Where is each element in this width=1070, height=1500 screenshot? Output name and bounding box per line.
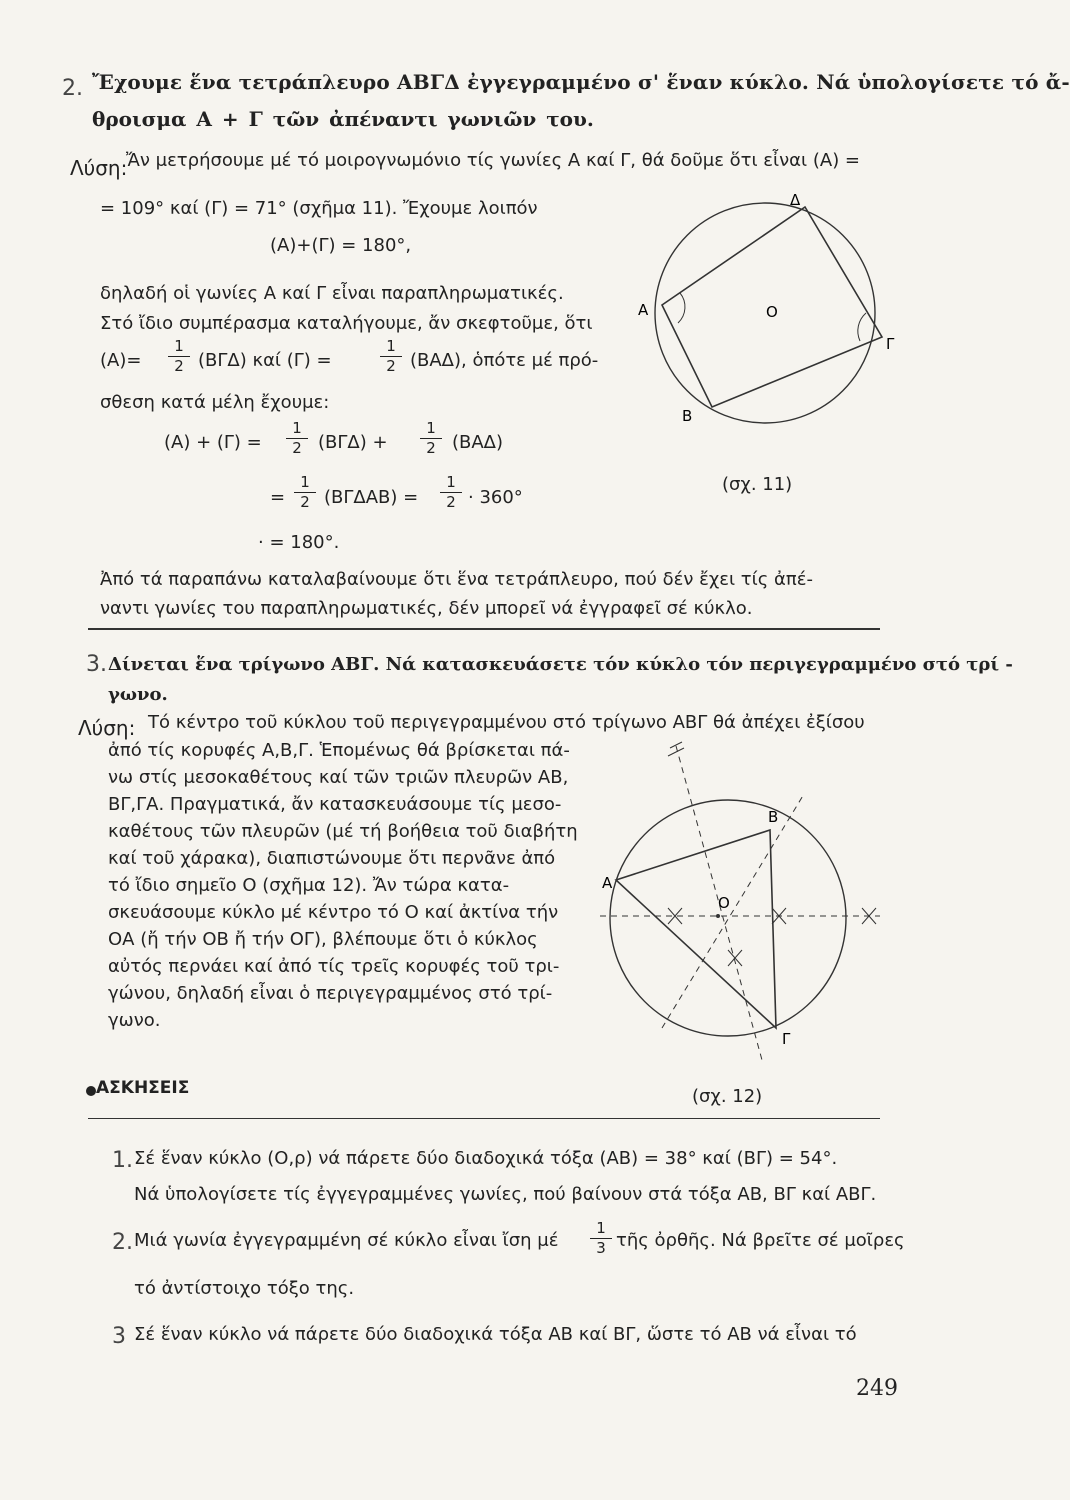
problem-3-solution-line-1: Τό κέντρο τοῦ κύκλου τοῦ περιγεγραμμένου στό τρίγωνο ΑΒΓ θά ἀπέχει ἐξίσου — [148, 712, 865, 733]
fraction-numerator: 1 — [446, 473, 456, 491]
figure-12-circumscribed-circle — [590, 738, 890, 1068]
label-g: Γ — [782, 1030, 791, 1048]
page-number: 249 — [856, 1376, 898, 1401]
problem-2-conclusion-line-1: Ἀπό τά παραπάνω καταλαβαίνουμε ὅτι ἕνα τετράπλευρο, πού δέν ἔχει τίς ἀπέ- — [100, 569, 813, 590]
problem-3-solution-line-2: ἀπό τίς κορυφές Α,Β,Γ. Ἑπομένως θά βρίσκεται πά- — [108, 740, 570, 761]
figure-11-inscribed-quadrilateral — [630, 185, 900, 445]
fraction-numerator: 1 — [596, 1219, 606, 1237]
exercises-divider — [88, 1118, 880, 1119]
fraction-denominator: 2 — [174, 357, 184, 375]
angle-a-arc — [678, 293, 685, 323]
problem-2-conclusion-line-2: ναντι γωνίες του παραπληρωματικές, δέν μπορεῖ νά ἐγγραφεῖ σέ κύκλο. — [100, 598, 753, 619]
problem-3-solution-line-8: σκευάσουμε κύκλο μέ κέντρο τό Ο καί ἀκτίνα τήν — [108, 902, 559, 923]
problem-3-solution-line-7: τό ἴδιο σημεῖο Ο (σχῆμα 12). Ἄν τώρα κατα- — [108, 875, 510, 896]
problem-2-solution-line-4: Στό ἴδιο συμπέρασμα καταλήγουμε, ἄν σκεφτοῦμε, ὅτι — [100, 313, 593, 334]
problem-3-solution-line-3: νω στίς μεσοκαθέτους καί τῶν τριῶν πλευρῶν ΑΒ, — [108, 767, 569, 788]
problem-3-solution-line-6: καί τοῦ χάρακα), διαπιστώνουμε ὅτι περνᾶνε ἀπό — [108, 848, 556, 869]
label-g: Γ — [886, 335, 895, 353]
problem-2-solution-label: Λύση: — [70, 156, 128, 180]
problem-3-solution-line-5: καθέτους τῶν πλευρῶν (μέ τή βοήθεια τοῦ διαβήτη — [108, 821, 578, 842]
label-o: Ο — [718, 894, 730, 912]
circumcircle — [655, 203, 875, 423]
label-a: Α — [638, 301, 649, 319]
problem-2-eq5: · = 180°. — [258, 532, 340, 553]
exercise-1-number: 1. — [112, 1148, 133, 1173]
problem-3-solution-label: Λύση: — [78, 716, 136, 740]
problem-2-eq2-fraction-2 — [380, 338, 402, 375]
fraction-denominator: 2 — [426, 439, 436, 457]
problem-3-statement-line-1: Δίνεται ἕνα τρίγωνο ΑΒΓ. Νά κατασκευάσετε τόν κύκλο τόν περιγεγραμμένο στό τρί - — [108, 654, 1013, 675]
problem-2-eq3-fraction-1 — [286, 420, 308, 457]
problem-2-eq3-fraction-2 — [420, 420, 442, 457]
fraction-numerator: 1 — [300, 473, 310, 491]
bullet-icon — [86, 1086, 96, 1096]
problem-2-eq4-fraction-2 — [440, 474, 462, 511]
fraction-denominator: 2 — [446, 493, 456, 511]
problem-2-eq4-part-a: = — [270, 487, 286, 508]
problem-3-number: 3. — [86, 652, 107, 677]
exercise-2-line-1-b: τῆς ὀρθῆς. Νά βρεῖτε σέ μοῖρες — [616, 1230, 905, 1251]
label-o: Ο — [766, 303, 778, 321]
problem-2-solution-line-1: Ἄν μετρήσουμε μέ τό μοιρογνωμόνιο τίς γωνίες Α καί Γ, θά δοῦμε ὅτι εἶναι (Α) = — [126, 150, 861, 171]
section-divider — [88, 628, 880, 630]
triangle-abg — [616, 830, 776, 1028]
problem-3-solution-line-12: γωνο. — [108, 1010, 161, 1031]
problem-2-eq2-part-c: (ΒΑΔ), ὁπότε μέ πρό- — [410, 350, 599, 371]
fraction-denominator: 2 — [386, 357, 396, 375]
problem-2-eq2-fraction-1 — [168, 338, 190, 375]
exercise-1-line-2: Νά ὑπολογίσετε τίς ἐγγεγραμμένες γωνίες, πού βαίνουν στά τόξα ΑΒ, ΒΓ καί ΑΒΓ. — [134, 1184, 877, 1205]
exercise-3-number: 3 — [112, 1324, 126, 1349]
exercise-2-line-1-a: Μιά γωνία ἐγγεγραμμένη σέ κύκλο εἶναι ἴση μέ — [134, 1230, 559, 1251]
figure-11-caption: (σχ. 11) — [722, 474, 793, 495]
problem-2-eq2-part-b: (ΒΓΔ) καί (Γ) = — [198, 350, 332, 371]
problem-3-solution-line-4: ΒΓ,ΓΑ. Πραγματικά, ἄν κατασκευάσουμε τίς μεσο- — [108, 794, 562, 815]
construction-mark — [668, 742, 684, 756]
exercises-heading: ΑΣΚΗΣΕΙΣ — [96, 1078, 190, 1098]
figure-12-caption: (σχ. 12) — [692, 1086, 763, 1107]
label-a: Α — [602, 874, 613, 892]
exercise-2-fraction — [590, 1220, 612, 1257]
label-d: Δ — [790, 191, 801, 209]
label-b: Β — [768, 808, 779, 826]
exercise-3-line-1: Σέ ἕναν κύκλο νά πάρετε δύο διαδοχικά τόξα ΑΒ καί ΒΓ, ὥστε τό ΑΒ νά εἶναι τό — [134, 1324, 857, 1345]
exercise-1-line-1: Σέ ἕναν κύκλο (Ο,ρ) νά πάρετε δύο διαδοχικά τόξα (ΑΒ) = 38° καί (ΒΓ) = 54°. — [134, 1148, 838, 1169]
construction-mark — [772, 908, 786, 924]
fraction-denominator: 2 — [292, 439, 302, 457]
problem-3-solution-line-9: ΟΑ (ἤ τήν ΟΒ ἤ τήν ΟΓ), βλέπουμε ὅτι ὁ κύκλος — [108, 929, 538, 950]
problem-3-statement-line-2: γωνο. — [108, 684, 168, 705]
construction-mark — [728, 950, 742, 966]
problem-2-eq4-part-b: (ΒΓΔΑΒ) = — [324, 487, 419, 508]
bisector-ga — [662, 794, 804, 1028]
problem-2-eq3-part-a: (Α) + (Γ) = — [164, 432, 262, 453]
circumcircle — [610, 800, 846, 1036]
problem-2-eq2-part-a: (Α)= — [100, 350, 142, 371]
problem-2-eq4-part-c: · 360° — [468, 487, 523, 508]
problem-3-solution-line-10: αὐτός περνάει καί ἀπό τίς τρεῖς κορυφές τοῦ τρι- — [108, 956, 560, 977]
fraction-numerator: 1 — [174, 337, 184, 355]
fraction-denominator: 2 — [300, 493, 310, 511]
fraction-numerator: 1 — [386, 337, 396, 355]
problem-2-solution-line-5: σθεση κατά μέλη ἔχουμε: — [100, 392, 330, 413]
exercise-2-line-2: τό ἀντίστοιχο τόξο της. — [134, 1278, 355, 1299]
problem-2-number: 2. — [62, 76, 83, 101]
fraction-numerator: 1 — [292, 419, 302, 437]
label-b: Β — [682, 407, 693, 425]
problem-2-solution-line-2: = 109° καί (Γ) = 71° (σχῆμα 11). Ἔχουμε λοιπόν — [100, 198, 538, 219]
problem-2-eq4-fraction-1 — [294, 474, 316, 511]
problem-2-statement-line-2: θροισμα Α + Γ τῶν ἀπέναντι γωνιῶν του. — [92, 107, 594, 131]
fraction-denominator: 3 — [596, 1239, 606, 1257]
fraction-numerator: 1 — [426, 419, 436, 437]
problem-2-statement-line-1: Ἔχουμε ἕνα τετράπλευρο ΑΒΓΔ ἐγγεγραμμένο σ' ἕναν κύκλο. Νά ὑπολογίσετε τό ἄ- — [92, 70, 1070, 94]
exercise-2-number: 2. — [112, 1230, 133, 1255]
center-point — [716, 914, 720, 918]
problem-2-eq3-part-b: (ΒΓΔ) + — [318, 432, 388, 453]
problem-3-solution-line-11: γώνου, δηλαδή εἶναι ὁ περιγεγραμμένος στό τρί- — [108, 983, 553, 1004]
problem-2-eq3-part-c: (ΒΑΔ) — [452, 432, 504, 453]
angle-g-arc — [858, 313, 866, 341]
problem-2-solution-line-3: δηλαδή οἱ γωνίες Α καί Γ εἶναι παραπληρωματικές. — [100, 283, 564, 304]
problem-2-equation-sum: (Α)+(Γ) = 180°, — [270, 235, 412, 256]
